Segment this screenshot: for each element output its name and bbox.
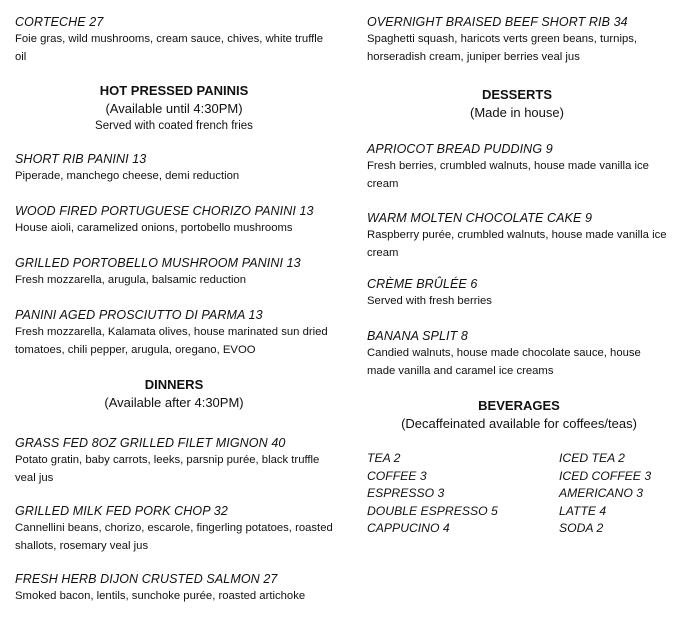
item-name: CRÈME BRÛLÉE 6 — [367, 277, 478, 291]
item-description: Fresh mozzarella, arugula, balsamic reduction — [15, 274, 247, 286]
beverage-item: COFFEE 3 — [367, 468, 427, 483]
beverage-item: TEA 2 — [367, 451, 401, 465]
menu-item — [15, 571, 333, 606]
beverage-list-left — [367, 450, 498, 538]
menu-item — [15, 503, 333, 555]
item-description: Foie gras, wild mushrooms, cream sauce, chives, white truffle oil — [15, 33, 324, 63]
menu-item — [15, 435, 333, 487]
menu-item — [15, 151, 333, 186]
beverage-item: LATTE 4 — [559, 503, 607, 518]
item-description: Candied walnuts, house made chocolate sauce, house made vanilla and caramel ice creams — [367, 347, 641, 377]
section-subtitle: (Made in house) — [470, 105, 564, 120]
section-title: HOT PRESSED PANINIS — [99, 83, 249, 98]
section-paninis-header — [15, 81, 333, 135]
beverage-item: DOUBLE ESPRESSO 5 — [367, 503, 498, 518]
section-subtitle: (Available until 4:30PM) — [105, 101, 243, 116]
menu-item — [15, 307, 333, 359]
item-name: GRILLED MILK FED PORK CHOP 32 — [15, 504, 228, 518]
item-name: WOOD FIRED PORTUGUESE CHORIZO PANINI 13 — [15, 204, 314, 218]
item-name: GRASS FED 8OZ GRILLED FILET MIGNON 40 — [15, 436, 286, 450]
item-description: Cannellini beans, chorizo, escarole, fingerling potatoes, roasted shallots, rosemary veal jus — [15, 522, 333, 552]
beverage-item: CAPPUCINO 4 — [367, 521, 450, 535]
item-description: Fresh berries, crumbled walnuts, house made vanilla ice cream — [367, 160, 649, 190]
menu-item — [367, 328, 667, 380]
section-dinners-header — [15, 375, 333, 412]
menu-item-corteche — [15, 14, 333, 66]
beverage-item: SODA 2 — [559, 521, 604, 535]
item-description: Served with fresh berries — [367, 295, 492, 307]
section-desserts-header — [367, 85, 667, 122]
section-title: DESSERTS — [481, 87, 553, 102]
item-name: APRIOCOT BREAD PUDDING 9 — [367, 142, 553, 156]
beverage-item: AMERICANO 3 — [559, 486, 643, 500]
section-subtitle: (Available after 4:30PM) — [104, 395, 244, 410]
item-name: SHORT RIB PANINI 13 — [15, 152, 147, 166]
item-name: GRILLED PORTOBELLO MUSHROOM PANINI 13 — [15, 256, 301, 270]
section-title: DINNERS — [144, 377, 204, 392]
item-name: PANINI AGED PROSCIUTTO DI PARMA 13 — [15, 308, 263, 322]
beverage-item: ICED COFFEE 3 — [559, 468, 652, 483]
menu-item — [367, 276, 667, 311]
item-name: OVERNIGHT BRAISED BEEF SHORT RIB 34 — [367, 15, 628, 29]
item-description: House aioli, caramelized onions, portobello mushrooms — [15, 222, 293, 234]
item-description: Spaghetti squash, haricots verts green beans, turnips, horseradish cream, juniper berries veal jus — [367, 33, 638, 63]
item-name: BANANA SPLIT 8 — [367, 329, 468, 343]
menu-item — [367, 141, 667, 193]
beverage-item: ICED TEA 2 — [559, 451, 625, 465]
section-title: BEVERAGES — [478, 398, 560, 413]
section-subtitle: (Decaffeinated available for coffees/teas) — [401, 416, 637, 431]
item-name: FRESH HERB DIJON CRUSTED SALMON 27 — [15, 572, 278, 586]
beverage-item: ESPRESSO 3 — [367, 486, 445, 500]
item-name: WARM MOLTEN CHOCOLATE CAKE 9 — [367, 211, 593, 225]
item-description: Piperade, manchego cheese, demi reduction — [15, 170, 240, 182]
section-beverages-header — [357, 396, 681, 433]
item-description: Smoked bacon, lentils, sunchoke purée, roasted artichoke — [15, 590, 306, 602]
menu-item-short-rib — [367, 14, 667, 66]
beverage-list-right — [559, 450, 651, 538]
item-description: Potato gratin, baby carrots, leeks, parsnip purée, black truffle veal jus — [15, 454, 320, 484]
menu-item — [15, 203, 333, 238]
item-description: Raspberry purée, crumbled walnuts, house made vanilla ice cream — [367, 229, 667, 259]
item-name: CORTECHE 27 — [15, 15, 104, 29]
menu-item — [15, 255, 333, 290]
item-description: Fresh mozzarella, Kalamata olives, house marinated sun dried tomatoes, chili pepper, arugula, oregano, EVOO — [15, 326, 328, 356]
menu-item — [367, 210, 667, 262]
section-note: Served with coated french fries — [95, 120, 253, 132]
